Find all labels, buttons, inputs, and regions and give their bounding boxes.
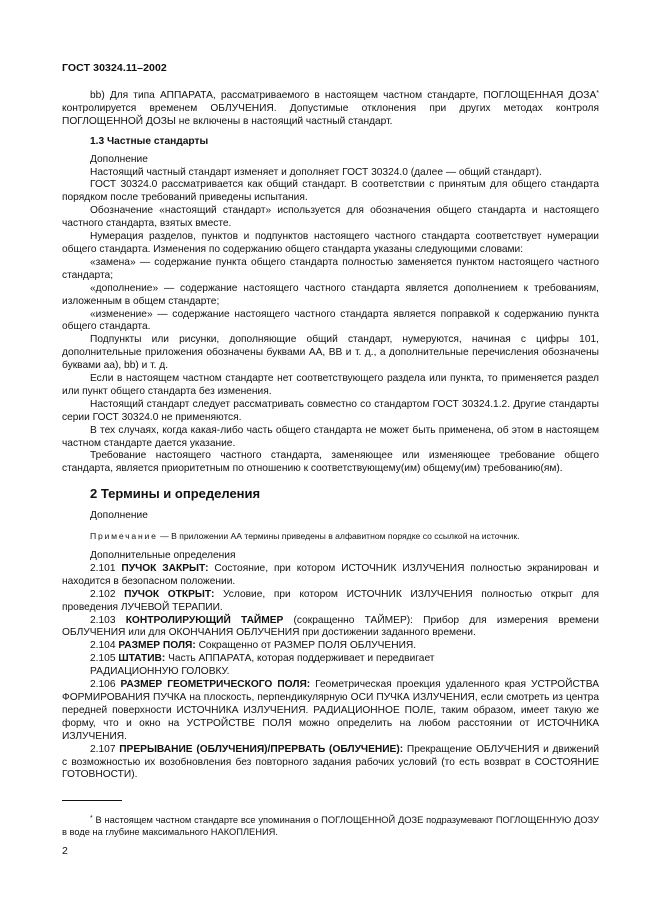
- footnote: [62, 815, 599, 838]
- definition-2-105: [62, 653, 599, 666]
- paragraph: Требование настоящего частного стандарта, заменяющее или изменяющее требование общего стандарта, является приоритетным по отношению к соответствующему(им) общему(им) требованию(ям).: [62, 450, 599, 475]
- definition-text: Прекращение ОБЛУЧЕНИЯ и движений с возможностью их возобновления без повторного задания рабочих условий (то есть возврат в СОСТОЯНИЕ ГОТОВНОСТИ).: [62, 743, 600, 781]
- document-header: ГОСТ 30324.11–2002: [62, 62, 167, 74]
- paragraph-bb-start: bb) Для типа АППАРАТА, рассматриваемого в настоящем частном стандарте, ПОГЛОЩЕННАЯ ДОЗА: [90, 90, 597, 101]
- definition-text: Состояние, при котором ИСТОЧНИК ИЗЛУЧЕНИЯ полностью экранирован и находится в безопасном положении.: [62, 562, 599, 587]
- paragraph: В тех случаях, когда какая-либо часть общего стандарта не может быть применена, об этом в настоящем частном стандарте дается указание.: [62, 424, 599, 449]
- definition-2-106: [62, 679, 599, 744]
- footnote-divider: [62, 800, 122, 801]
- definition-number: 2.104: [90, 640, 119, 652]
- footnote-text: В настоящем частном стандарте все упоминания о ПОГЛОЩЕННОЙ ДОЗЕ подразумевают ПОГЛОЩЕННУЮ ДОЗУ в воде на глубине максимального НАКОПЛЕНИЯ.: [62, 815, 599, 837]
- definition-2-107: [62, 744, 599, 783]
- note-label: Примечание: [90, 531, 158, 542]
- definition-number: 2.105: [90, 653, 119, 665]
- paragraph: «дополнение» — содержание настоящего частного стандарта является дополнением к требованиям, изложенным в общем стандарте;: [62, 282, 599, 307]
- paragraph: «замена» — содержание пункта общего стандарта полностью заменяется пунктом настоящего частного стандарта;: [62, 256, 599, 281]
- footnote-marker: *: [90, 815, 93, 823]
- definition-number: 2.103: [90, 614, 126, 626]
- page-number: 2: [62, 845, 68, 857]
- definition-term: ПУЧОК ЗАКРЫТ:: [121, 562, 209, 574]
- definition-number: 2.101: [90, 562, 122, 574]
- paragraph: Обозначение «настоящий стандарт» используется для обозначения общего стандарта и настоящего частного стандарта, взятых вместе.: [62, 205, 599, 230]
- definition-2-105-continuation: РАДИАЦИОННУЮ ГОЛОВКУ.: [90, 666, 230, 678]
- paragraph: Настоящий частный стандарт изменяет и дополняет ГОСТ 30324.0 (далее — общий стандарт).: [90, 166, 542, 178]
- definition-2-101: [62, 563, 599, 589]
- definition-number: 2.106: [90, 679, 121, 691]
- paragraph: ГОСТ 30324.0 рассматривается как общий стандарт. В соответствии с принятым для общего стандарта порядком после требований приведены испытания.: [62, 179, 599, 204]
- paragraph-bb-end: контролируется временем ОБЛУЧЕНИЯ. Допустимые отклонения при других методах контроля ПОГЛОЩЕННОЙ ДОЗЫ не включены в настоящий частный стандарт.: [62, 102, 599, 127]
- section-1-3-addition: Дополнение: [90, 153, 148, 165]
- definition-text: Геометрическая проекция удаленного края УСТРОЙСТВА ФОРМИРОВАНИЯ ПУЧКА на плоскость, перпендикулярную ОСИ ПУЧКА ИЗЛУЧЕНИЯ, если смотреть из центра передней поверхности ИСТОЧНИКА ИЗЛУЧЕНИЯ. РАДИАЦИОННОЕ ПОЛЕ, таким образом, имеет такую же форму, что и окно на УСТРОЙСТВЕ ПОЛЯ можно определить на любом расстоянии от ИСТОЧНИКА ИЗЛУЧЕНИЯ.: [62, 679, 599, 742]
- definition-text: Условие, при котором ИСТОЧНИК ИЗЛУЧЕНИЯ полностью открыт для проведения ЛУЧЕВОЙ ТЕРАПИИ.: [62, 588, 599, 613]
- paragraph-bb: [62, 90, 599, 129]
- note: [62, 530, 599, 543]
- paragraph: Настоящий стандарт следует рассматривать совместно со стандартом ГОСТ 30324.1.2. Другие стандарты серии ГОСТ 30324.0 не применяются.: [62, 398, 599, 423]
- definition-term: РАЗМЕР ПОЛЯ:: [118, 640, 196, 652]
- paragraph: «изменение» — содержание настоящего частного стандарта является поправкой к содержанию пункта общего стандарта.: [62, 308, 599, 333]
- paragraph: Если в настоящем частном стандарте нет соответствующего раздела или пункта, то применяется раздел или пункт общего стандарта без изменения.: [62, 373, 599, 397]
- paragraph: Подпункты или рисунки, дополняющие общий стандарт, нумеруются, начиная с цифры 101, дополнительные приложения обозначены буквами АА, ВВ и т. д., а дополнительные перечисления обозначены буквами aa), bb) и т. д.: [62, 334, 599, 372]
- definition-term: ПУЧОК ОТКРЫТ:: [124, 588, 215, 600]
- definition-2-103: [62, 615, 599, 641]
- definition-2-102: [62, 589, 599, 615]
- section-2-heading: 2 Термины и определения: [90, 486, 261, 502]
- definition-term: КОНТРОЛИРУЮЩИЙ ТАЙМЕР: [125, 614, 284, 626]
- definition-text: Часть АППАРАТА, которая поддерживает и передвигает: [165, 653, 435, 665]
- definition-2-104: [62, 640, 599, 653]
- note-text: — В приложении АА термины приведены в алфавитном порядке со ссылкой на источник.: [157, 531, 520, 542]
- definition-term: ШТАТИВ:: [118, 653, 166, 665]
- definition-number: 2.102: [90, 588, 125, 600]
- definition-text: (сокращенно ТАЙМЕР): Прибор для измерения времени ОБЛУЧЕНИЯ или для ОКОНЧАНИЯ ОБЛУЧЕНИЯ при достижении заданного времени.: [62, 614, 599, 639]
- definition-term: РАЗМЕР ГЕОМЕТРИЧЕСКОГО ПОЛЯ:: [120, 679, 311, 691]
- section-1-3-heading: 1.3 Частные стандарты: [90, 135, 209, 147]
- footnote-ref: *: [596, 90, 599, 97]
- definition-number: 2.107: [90, 743, 120, 755]
- additional-definitions-label: Дополнительные определения: [90, 550, 236, 561]
- definition-text: Сокращенно от РАЗМЕР ПОЛЯ ОБЛУЧЕНИЯ.: [195, 640, 417, 652]
- page-content: [62, 90, 599, 782]
- definition-term: ПРЕРЫВАНИЕ (ОБЛУЧЕНИЯ)/ПРЕРВАТЬ (ОБЛУЧЕНИЕ):: [119, 743, 404, 755]
- paragraph: Нумерация разделов, пунктов и подпунктов настоящего частного стандарта соответствует нумерации общего стандарта. Изменения по содержанию общего стандарта указаны следующими словами:: [62, 231, 599, 255]
- section-2-addition: Дополнение: [90, 510, 148, 522]
